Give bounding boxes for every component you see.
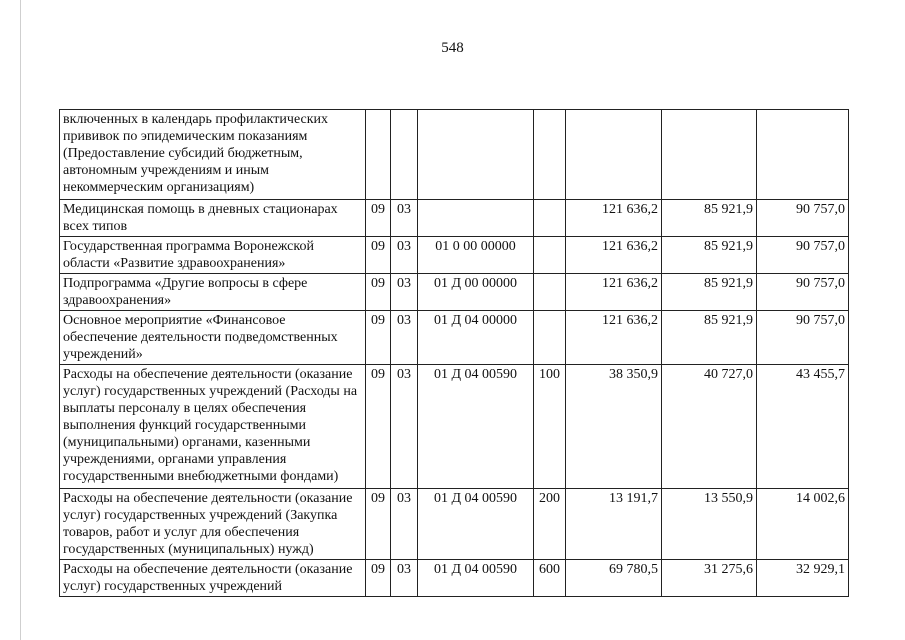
expense-type-cell: 100	[534, 365, 566, 489]
expense-type-cell: 600	[534, 560, 566, 597]
sum-year1-cell: 121 636,2	[566, 237, 662, 274]
page-left-edge	[20, 0, 21, 640]
sum-year3-cell: 90 757,0	[757, 237, 849, 274]
expense-type-cell	[534, 237, 566, 274]
subsection-code-cell: 03	[391, 200, 418, 237]
expense-type-cell	[534, 311, 566, 365]
section-code-cell: 09	[366, 560, 391, 597]
section-code-cell: 09	[366, 311, 391, 365]
sum-year1-cell: 121 636,2	[566, 200, 662, 237]
expense-name-cell: Расходы на обеспечение деятельности (оказание услуг) государственных учреждений	[60, 560, 366, 597]
page-number: 548	[441, 40, 464, 56]
expense-type-cell	[534, 110, 566, 200]
subsection-code-cell: 03	[391, 274, 418, 311]
subsection-code-cell: 03	[391, 489, 418, 560]
sum-year3-cell	[757, 110, 849, 200]
section-code-cell: 09	[366, 489, 391, 560]
table-row	[60, 489, 849, 560]
sum-year2-cell: 13 550,9	[662, 489, 757, 560]
table-row	[60, 365, 849, 489]
sum-year3-cell: 43 455,7	[757, 365, 849, 489]
table-row	[60, 237, 849, 274]
expense-name-cell: Подпрограмма «Другие вопросы в сфере здравоохранения»	[60, 274, 366, 311]
section-code-cell: 09	[366, 365, 391, 489]
budget-table	[59, 109, 849, 597]
expense-name-cell: Расходы на обеспечение деятельности (оказание услуг) государственных учреждений (Закупка товаров, работ и услуг для обеспечения государственных (муниципальных) нужд)	[60, 489, 366, 560]
expense-type-cell: 200	[534, 489, 566, 560]
sum-year3-cell: 90 757,0	[757, 200, 849, 237]
expense-name-cell: Медицинская помощь в дневных стационарах всех типов	[60, 200, 366, 237]
sum-year1-cell	[566, 110, 662, 200]
subsection-code-cell: 03	[391, 311, 418, 365]
sum-year2-cell: 85 921,9	[662, 200, 757, 237]
sum-year1-cell: 13 191,7	[566, 489, 662, 560]
table-row	[60, 311, 849, 365]
subsection-code-cell: 03	[391, 560, 418, 597]
expense-name-cell: Расходы на обеспечение деятельности (оказание услуг) государственных учреждений (Расходы на выплаты персоналу в целях обеспечения выполнения функций государственными (муниципальными) органами, казенными учреждениями, органами управления государственными внебюджетными фондами)	[60, 365, 366, 489]
sum-year1-cell: 121 636,2	[566, 274, 662, 311]
sum-year2-cell	[662, 110, 757, 200]
target-article-cell: 01 Д 04 00590	[418, 489, 534, 560]
sum-year2-cell: 85 921,9	[662, 237, 757, 274]
target-article-cell: 01 Д 04 00590	[418, 560, 534, 597]
subsection-code-cell: 03	[391, 365, 418, 489]
sum-year2-cell: 40 727,0	[662, 365, 757, 489]
expense-type-cell	[534, 274, 566, 311]
subsection-code-cell: 03	[391, 237, 418, 274]
expense-name-cell: Основное мероприятие «Финансовое обеспечение деятельности подведомственных учреждений»	[60, 311, 366, 365]
sum-year1-cell: 69 780,5	[566, 560, 662, 597]
table-row	[60, 200, 849, 237]
table-row	[60, 110, 849, 200]
sum-year3-cell: 90 757,0	[757, 311, 849, 365]
expense-name-cell: включенных в календарь профилактических прививок по эпидемическим показаниям (Предоставление субсидий бюджетным, автономным учреждениям и иным некоммерческим организациям)	[60, 110, 366, 200]
target-article-cell: 01 0 00 00000	[418, 237, 534, 274]
sum-year1-cell: 121 636,2	[566, 311, 662, 365]
target-article-cell: 01 Д 00 00000	[418, 274, 534, 311]
section-code-cell	[366, 110, 391, 200]
target-article-cell	[418, 110, 534, 200]
subsection-code-cell	[391, 110, 418, 200]
section-code-cell: 09	[366, 237, 391, 274]
expense-type-cell	[534, 200, 566, 237]
target-article-cell	[418, 200, 534, 237]
sum-year3-cell: 32 929,1	[757, 560, 849, 597]
table-row	[60, 274, 849, 311]
sum-year2-cell: 85 921,9	[662, 311, 757, 365]
sum-year3-cell: 90 757,0	[757, 274, 849, 311]
table-row	[60, 560, 849, 597]
sum-year2-cell: 85 921,9	[662, 274, 757, 311]
section-code-cell: 09	[366, 200, 391, 237]
section-code-cell: 09	[366, 274, 391, 311]
expense-name-cell: Государственная программа Воронежской области «Развитие здравоохранения»	[60, 237, 366, 274]
target-article-cell: 01 Д 04 00000	[418, 311, 534, 365]
sum-year3-cell: 14 002,6	[757, 489, 849, 560]
sum-year1-cell: 38 350,9	[566, 365, 662, 489]
sum-year2-cell: 31 275,6	[662, 560, 757, 597]
target-article-cell: 01 Д 04 00590	[418, 365, 534, 489]
